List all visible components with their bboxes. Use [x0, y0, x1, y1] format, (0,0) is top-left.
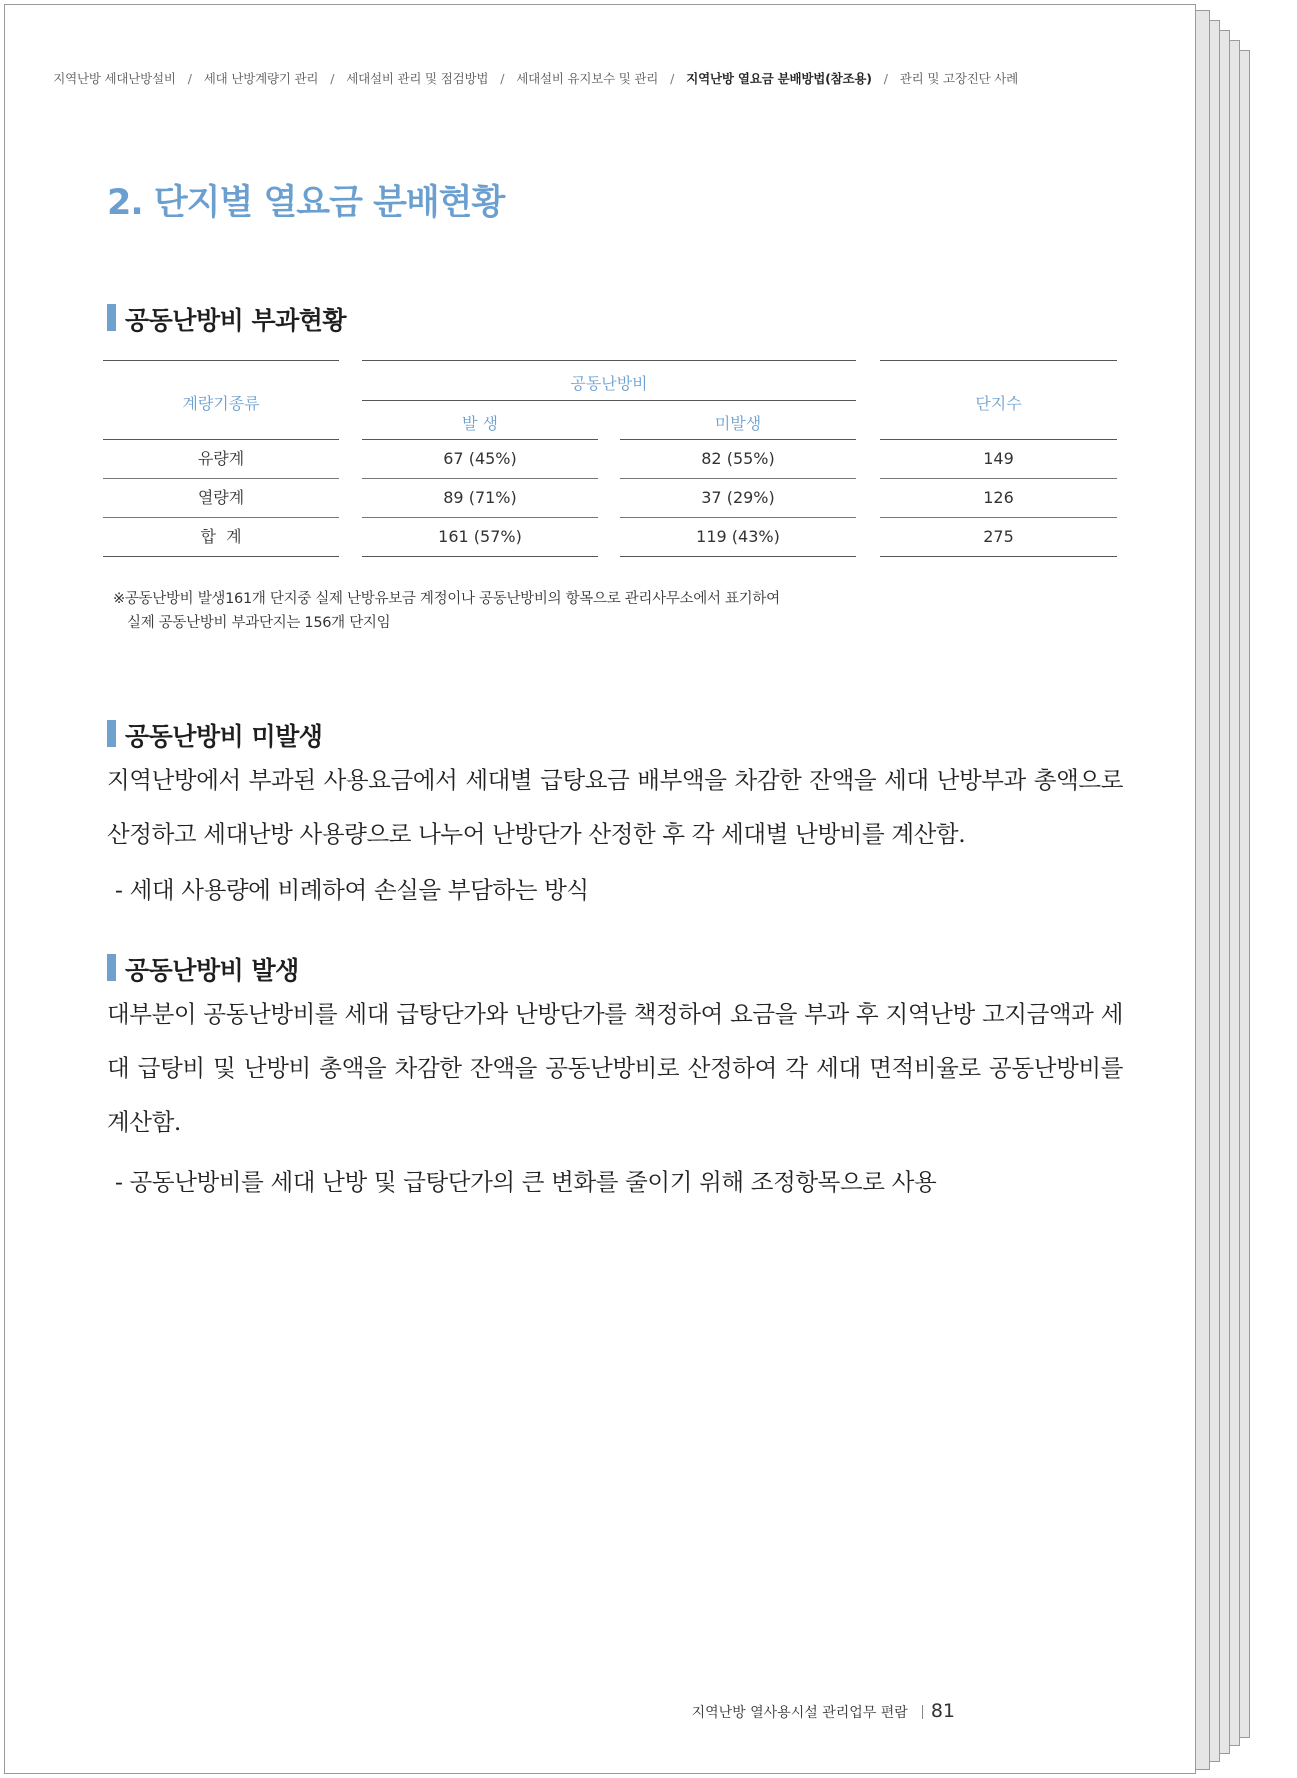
header-nonoccur: 미발생 — [714, 414, 762, 433]
cell-occur: 89 (71%) — [443, 488, 517, 507]
page-number: 81 — [930, 1700, 955, 1722]
breadcrumb-item: 지역난방 세대난방설비 — [53, 71, 176, 86]
footer-book-title: 지역난방 열사용시설 관리업무 편람 — [691, 1705, 908, 1721]
charge-status-table — [5, 5, 1195, 605]
page-footer — [692, 1700, 955, 1722]
cell-meter: 유량계 — [197, 449, 245, 468]
footnote-line: ※공동난방비 발생161개 단지중 실제 난방유보금 계정이나 공동난방비의 항목으로 관리사무소에서 표기하여 — [113, 591, 780, 607]
nonoccur-body: 지역난방에서 부과된 사용요금에서 세대별 급탕요금 배부액을 차감한 잔액을 세대 난방부과 총액으로 산정하고 세대난방 사용량으로 나누어 난방단가 산정한 후 각 세대별 난방비를 계산함. — [107, 766, 1123, 848]
table-rule — [880, 360, 1117, 361]
cell-occur: 161 (57%) — [438, 527, 522, 546]
header-meter-type: 계량기종류 — [182, 394, 260, 413]
table-rule — [362, 556, 598, 557]
section-title: 2. 단지별 열요금 분배현황 — [107, 183, 505, 223]
breadcrumb-item: 관리 및 고장진단 사례 — [899, 71, 1018, 86]
breadcrumb-separator: / — [500, 71, 505, 86]
table-rule — [880, 556, 1117, 557]
table-footnote — [113, 587, 780, 635]
occur-body: 대부분이 공동난방비를 세대 급탕단가와 난방단가를 책정하여 요금을 부과 후 지역난방 고지금액과 세대 급탕비 및 난방비 총액을 차감한 잔액을 공동난방비로 산정하여 각 세대 면적비율로 공동난방비를 계산함. — [107, 1000, 1123, 1136]
breadcrumb-item: 세대설비 유지보수 및 관리 — [516, 71, 659, 86]
cell-count: 275 — [983, 527, 1014, 546]
table-rule — [620, 556, 856, 557]
cell-nonoccur: 119 (43%) — [696, 527, 780, 546]
cell-meter: 합 계 — [200, 527, 242, 546]
table-rule — [362, 360, 856, 361]
breadcrumb-separator: / — [883, 71, 888, 86]
breadcrumb-item-current: 지역난방 열요금 분배방법(참조용) — [686, 71, 872, 86]
cell-meter: 열량계 — [197, 488, 245, 507]
breadcrumb-item: 세대설비 관리 및 점검방법 — [346, 71, 489, 86]
nonoccur-bullet: - 세대 사용량에 비례하여 손실을 부담하는 방식 — [115, 876, 589, 904]
breadcrumb-separator: / — [670, 71, 675, 86]
footnote-line: 실제 공동난방비 부과단지는 156개 단지임 — [127, 615, 391, 631]
breadcrumb-item: 세대 난방계량기 관리 — [203, 71, 319, 86]
cell-nonoccur: 82 (55%) — [701, 449, 775, 468]
nonoccur-heading: 공동난방비 미발생 — [107, 717, 322, 753]
document-page — [4, 4, 1196, 1774]
footer-divider — [922, 1705, 923, 1719]
cell-count: 149 — [983, 449, 1014, 468]
table-rule — [362, 400, 856, 401]
cell-nonoccur: 37 (29%) — [701, 488, 775, 507]
occur-bullet: - 공동난방비를 세대 난방 및 급탕단가의 큰 변화를 줄이기 위해 조정항목으로 사용 — [115, 1168, 937, 1196]
table-rule — [103, 360, 339, 361]
header-occur: 발 생 — [462, 414, 498, 433]
charge-status-heading: 공동난방비 부과현황 — [107, 301, 346, 337]
occur-heading: 공동난방비 발생 — [107, 951, 299, 987]
cell-occur: 67 (45%) — [443, 449, 517, 468]
header-complex-count: 단지수 — [975, 394, 1022, 413]
table-rule — [103, 556, 339, 557]
breadcrumb-separator: / — [187, 71, 192, 86]
cell-count: 126 — [983, 488, 1014, 507]
breadcrumb-separator: / — [330, 71, 335, 86]
header-common-heating: 공동난방비 — [570, 374, 648, 393]
